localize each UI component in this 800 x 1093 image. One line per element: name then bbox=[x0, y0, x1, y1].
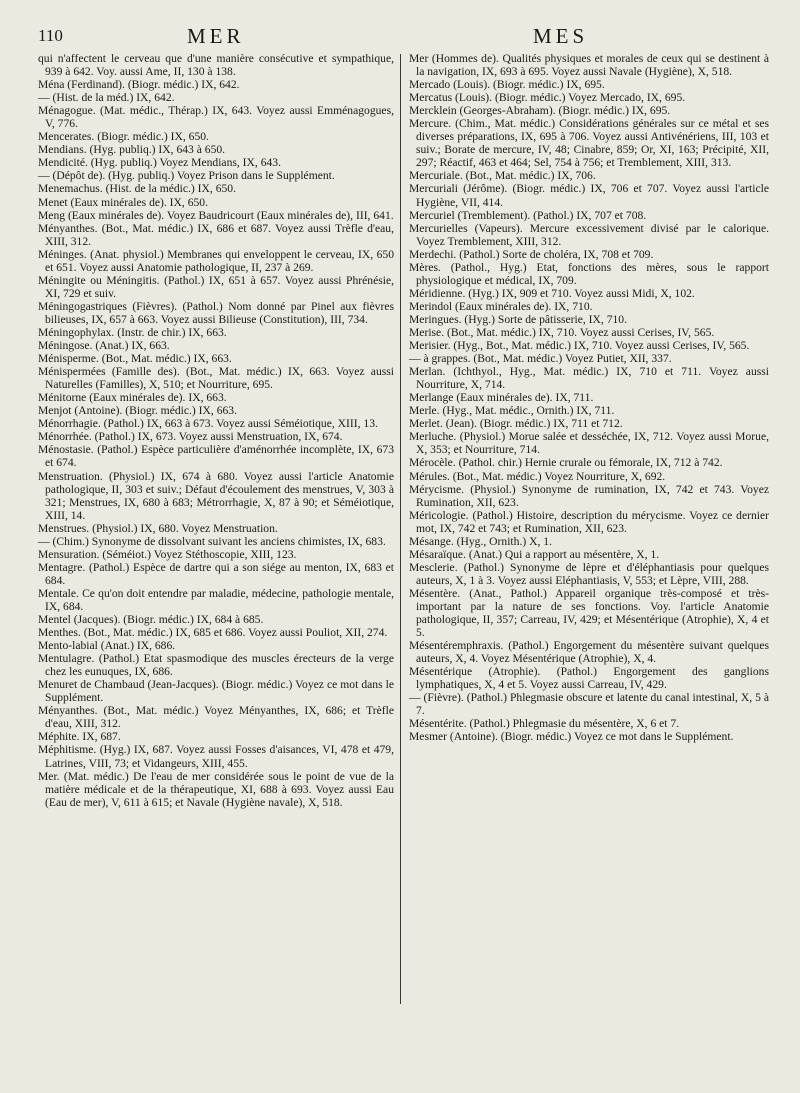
index-entry: Mésaraïque. (Anat.) Qui a rapport au mésentère, X, 1. bbox=[409, 547, 660, 561]
index-entry: Merisier. (Hyg., Bot., Mat. médic.) IX, 710. Voyez aussi Cerises, IV, 565. bbox=[409, 339, 750, 353]
index-entry: Mensuration. (Séméiot.) Voyez Stéthoscopie, XIII, 123. bbox=[38, 547, 297, 561]
index-entry: Mercurielles (Vapeurs). Mercure excessivement divisé par le calorique. Voyez Tremblement, XIII, 312. bbox=[409, 221, 769, 248]
index-entry: Ménisperme. (Bot., Mat. médic.) IX, 663. bbox=[38, 352, 232, 366]
index-entry: Merindol (Eaux minérales de). IX, 710. bbox=[409, 299, 593, 313]
index-entry: Mentel (Jacques). (Biogr. médic.) IX, 684 à 685. bbox=[38, 613, 264, 627]
index-entry: Mésentéremphraxis. (Pathol.) Engorgement du mésentère suivant quelques auteurs, X, 4. Voyez Mésentérique (Atrophie), X, 4. bbox=[409, 639, 769, 666]
index-entry: Méningose. (Anat.) IX, 663. bbox=[38, 339, 170, 353]
index-entry: Ményanthes. (Bot., Mat. médic.) Voyez Ményanthes, IX, 686; et Trèfle d'eau, XIII, 312. bbox=[38, 704, 394, 731]
index-entry: Meng (Eaux minérales de). Voyez Baudricourt (Eaux minérales de), III, 641. bbox=[38, 208, 394, 222]
index-entry: Mendicité. (Hyg. publiq.) Voyez Mendians, IX, 643. bbox=[38, 156, 282, 170]
index-entry: Mésentérique (Atrophie). (Pathol.) Engorgement des ganglions lymphatiques, X, 4 et 5. Voyez aussi Carreau, IV, 429. bbox=[409, 665, 769, 692]
index-entry: Mercuriel (Tremblement). (Pathol.) IX, 707 et 708. bbox=[409, 208, 647, 222]
index-entry: Mendians. (Hyg. publiq.) IX, 643 à 650. bbox=[38, 143, 226, 157]
index-entry: Ménispermées (Famille des). (Bot., Mat. médic.) IX, 663. Voyez aussi Naturelles (Familles), X, 510; et Nourriture, 695. bbox=[38, 365, 394, 392]
index-entry: Menet (Eaux minérales de). IX, 650. bbox=[38, 195, 208, 209]
index-entry: Merlan. (Ichthyol., Hyg., Mat. médic.) IX, 710 et 711. Voyez aussi Nourriture, X, 714. bbox=[409, 365, 769, 392]
index-entry: Méningophylax. (Instr. de chir.) IX, 663. bbox=[38, 325, 227, 339]
index-entry: Mérules. (Bot., Mat. médic.) Voyez Nourriture, X, 692. bbox=[409, 469, 666, 483]
index-entry: Mésentérite. (Pathol.) Phlegmasie du mésentère, X, 6 et 7. bbox=[409, 717, 680, 731]
index-entry: Ményanthes. (Bot., Mat. médic.) IX, 686 et 687. Voyez aussi Trèfle d'eau, XIII, 312. bbox=[38, 221, 394, 248]
index-entry: Mérocèle. (Pathol. chir.) Hernie crurale ou fémorale, IX, 712 à 742. bbox=[409, 456, 723, 470]
index-entry: — (Dépôt de). (Hyg. publiq.) Voyez Prison dans le Supplément. bbox=[38, 169, 335, 183]
index-entry: — (Fièvre). (Pathol.) Phlegmasie obscure et latente du canal intestinal, X, 5 à 7. bbox=[409, 691, 769, 718]
index-entry: Méridienne. (Hyg.) IX, 909 et 710. Voyez aussi Midi, X, 102. bbox=[409, 286, 695, 300]
running-header bbox=[0, 26, 800, 50]
index-entry: Menstrues. (Physiol.) IX, 680. Voyez Menstruation. bbox=[38, 521, 278, 535]
index-entry: Mesmer (Antoine). (Biogr. médic.) Voyez ce mot dans le Supplément. bbox=[409, 730, 734, 744]
index-entry: Merle. (Hyg., Mat. médic., Ornith.) IX, 711. bbox=[409, 404, 615, 418]
index-entry: — (Chim.) Synonyme de dissolvant suivant les anciens chimistes, IX, 683. bbox=[38, 534, 386, 548]
right-running-head: MES bbox=[533, 24, 589, 48]
index-entry: Méningogastriques (Fièvres). (Pathol.) Nom donné par Pinel aux fièvres bilieuses, IX, 657 à 663. Voyez aussi Bilieuse (Constitution), III, 734. bbox=[38, 299, 394, 326]
index-entry: Merlange (Eaux minérales de). IX, 711. bbox=[409, 391, 594, 405]
index-entry: Mentagre. (Pathol.) Espèce de dartre qui a son siége au menton, IX, 683 et 684. bbox=[38, 560, 394, 587]
index-entry: Mères. (Pathol., Hyg.) Etat, fonctions des mères, sous le rapport physiologique et médical, IX, 709. bbox=[409, 260, 769, 287]
index-entry: Mésentère. (Anat., Pathol.) Appareil organique très-composé et très-important par la nature de ses fonctions. Voy. l'article Anatomie pathologique, II, 357; Carreau, IV, 429; et Mésentérique (Atrophie), X, 4 et 5. bbox=[409, 586, 769, 640]
index-entry: Ménitorne (Eaux minérales de). IX, 663. bbox=[38, 391, 227, 405]
index-entry: Mentale. Ce qu'on doit entendre par maladie, médecine, pathologie mentale, IX, 684. bbox=[38, 586, 394, 613]
index-entry: Mesclerie. (Pathol.) Synonyme de lèpre et d'éléphantiasis pour quelques auteurs, X, 1 à 3. Voyez aussi Eléphantiasis, V, 553; et Lèpre, VIII, 288. bbox=[409, 560, 769, 587]
index-entry: Meringues. (Hyg.) Sorte de pâtisserie, IX, 710. bbox=[409, 312, 627, 326]
index-entry: Mercuriali (Jérôme). (Biogr. médic.) IX, 706 et 707. Voyez aussi l'article Hygiène, VII, 414. bbox=[409, 182, 769, 209]
index-entry: Mercklein (Georges-Abraham). (Biogr. médic.) IX, 695. bbox=[409, 104, 671, 118]
index-entry: — (Hist. de la méd.) IX, 642. bbox=[38, 91, 175, 105]
index-entry: Mentulagre. (Pathol.) Etat spasmodique des muscles érecteurs de la verge chez les eunuques, IX, 686. bbox=[38, 652, 394, 679]
left-column bbox=[38, 52, 394, 809]
index-entry: Menemachus. (Hist. de la médic.) IX, 650. bbox=[38, 182, 237, 196]
index-entry: Méningite ou Méningitis. (Pathol.) IX, 651 à 657. Voyez aussi Phrénésie, XI, 729 et suiv. bbox=[38, 273, 394, 300]
right-column bbox=[409, 52, 769, 743]
index-entry: Ménorrhée. (Pathol.) IX, 673. Voyez aussi Menstruation, IX, 674. bbox=[38, 430, 343, 444]
index-entry: Merise. (Bot., Mat. médic.) IX, 710. Voyez aussi Cerises, IV, 565. bbox=[409, 325, 715, 339]
index-entry: Mérycisme. (Physiol.) Synonyme de rumination, IX, 742 et 743. Voyez Rumination, XII, 623. bbox=[409, 482, 769, 509]
index-entry: Mer (Hommes de). Qualités physiques et morales de ceux qui se destinent à la navigation, IX, 693 à 695. Voyez aussi Navale (Hygiène), X, 518. bbox=[409, 52, 769, 79]
index-entry: Mento-labial (Anat.) IX, 686. bbox=[38, 639, 176, 653]
index-entry: Menjot (Antoine). (Biogr. médic.) IX, 663. bbox=[38, 404, 237, 418]
index-entry: Mencerates. (Biogr. médic.) IX, 650. bbox=[38, 130, 209, 144]
index-entry: Ménostasie. (Pathol.) Espèce particulière d'aménorrhée incomplète, IX, 673 et 674. bbox=[38, 443, 394, 470]
index-entry: Ménorrhagie. (Pathol.) IX, 663 à 673. Voyez aussi Séméiotique, XIII, 13. bbox=[38, 417, 378, 431]
index-entry: Merlet. (Jean). (Biogr. médic.) IX, 711 et 712. bbox=[409, 417, 623, 431]
index-entry: Mer. (Mat. médic.) De l'eau de mer considérée sous le point de vue de la matière médicale et de la thérapeutique, XI, 688 à 693. Voyez aussi Eau (Eau de mer), V, 611 à 615; et Navale (Hygiène navale), X, 518. bbox=[38, 769, 394, 809]
column-divider bbox=[400, 54, 401, 1004]
index-entry: Mercado (Louis). (Biogr. médic.) IX, 695. bbox=[409, 78, 605, 92]
index-entry: Ménagogue. (Mat. médic., Thérap.) IX, 643. Voyez aussi Emménagogues, V, 776. bbox=[38, 104, 394, 131]
index-entry: Mercatus (Louis). (Biogr. médic.) Voyez Mercado, IX, 695. bbox=[409, 91, 686, 105]
index-entry: Merdechi. (Pathol.) Sorte de choléra, IX, 708 et 709. bbox=[409, 247, 654, 261]
index-entry: Menstruation. (Physiol.) IX, 674 à 680. Voyez aussi l'article Anatomie pathologique, II, 303 et suiv.; Défaut d'écoulement des menstrues, V, 303 à 321; Menstrues, IX, 680 à 683; Métrorrhagie, X, 87 à 90; et Séméiotique, XIII, 14. bbox=[38, 469, 394, 522]
index-entry: Ména (Ferdinand). (Biogr. médic.) IX, 642. bbox=[38, 78, 240, 92]
index-entry: Méphite. IX, 687. bbox=[38, 730, 121, 744]
index-entry: Mésange. (Hyg., Ornith.) X, 1. bbox=[409, 534, 552, 548]
left-running-head: MER bbox=[187, 24, 245, 48]
index-entry: Mercure. (Chim., Mat. médic.) Considérations générales sur ce métal et ses diverses préparations, IX, 695 à 706. Voyez aussi Antivénériens, III, 103 et suiv.; Borate de mercure, IV, 48; Cinabre, 859; Or, XI, 163; Précipité, XII, 297; Réactif, 463 et 464; Sel, 754 à 756; et Tremblement, XIII, 313. bbox=[409, 117, 769, 170]
index-entry: Méninges. (Anat. physiol.) Membranes qui enveloppent le cerveau, IX, 650 et 651. Voyez aussi Anatomie pathologique, II, 237 à 269. bbox=[38, 247, 394, 274]
index-entry: qui n'affectent le cerveau que d'une manière consécutive et sympathique, 939 à 642. Voy. aussi Ame, II, 130 à 138. bbox=[38, 52, 394, 79]
index-entry: Mercuriale. (Bot., Mat. médic.) IX, 706. bbox=[409, 169, 596, 183]
index-entry: Méphitisme. (Hyg.) IX, 687. Voyez aussi Fosses d'aisances, VI, 478 et 479, Latrines, VIII, 73; et Vidangeurs, XIII, 455. bbox=[38, 743, 394, 770]
page-number: 110 bbox=[38, 26, 63, 45]
index-entry: Menthes. (Bot., Mat. médic.) IX, 685 et 686. Voyez aussi Pouliot, XII, 274. bbox=[38, 626, 388, 640]
index-entry: — à grappes. (Bot., Mat. médic.) Voyez Putiet, XII, 337. bbox=[409, 352, 672, 366]
index-entry: Merluche. (Physiol.) Morue salée et desséchée, IX, 712. Voyez aussi Morue, X, 353; et Nourriture, 714. bbox=[409, 430, 769, 457]
index-entry: Menuret de Chambaud (Jean-Jacques). (Biogr. médic.) Voyez ce mot dans le Supplément. bbox=[38, 678, 394, 705]
index-entry: Méricologie. (Pathol.) Histoire, description du mérycisme. Voyez ce dernier mot, IX, 742 et 743; et Rumination, XII, 623. bbox=[409, 508, 769, 535]
